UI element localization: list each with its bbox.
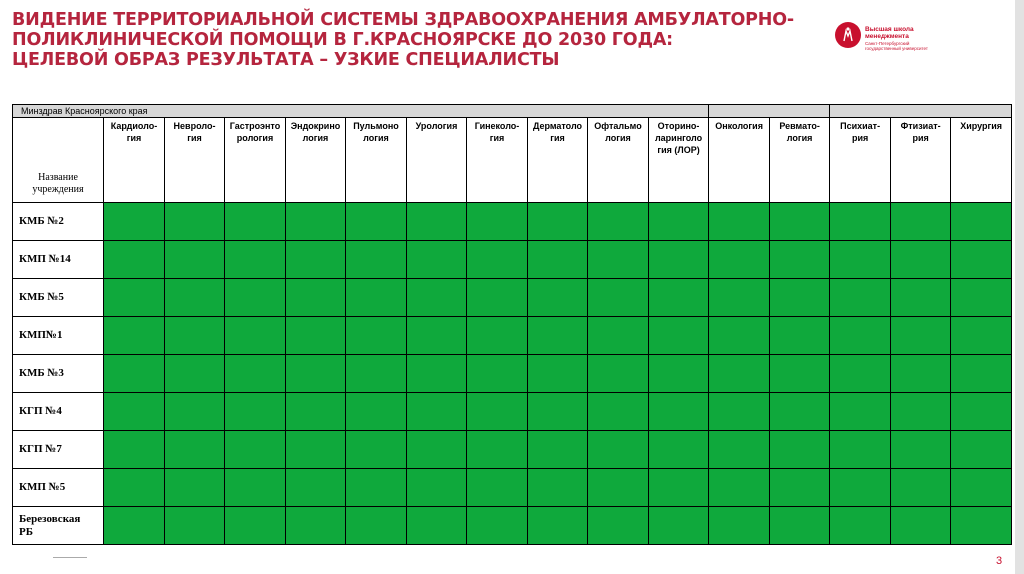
title-line: ЦЕЛЕВОЙ ОБРАЗ РЕЗУЛЬТАТА – УЗКИЕ СПЕЦИАЛИСТЫ (12, 50, 560, 70)
coverage-cell (225, 393, 286, 431)
coverage-cell (891, 469, 951, 507)
coverage-cell (346, 393, 407, 431)
organization-row (13, 105, 1012, 118)
coverage-cell (467, 317, 528, 355)
coverage-cell (528, 507, 588, 545)
institution-row (13, 241, 1012, 279)
specialty-header-cell (225, 118, 286, 203)
coverage-cell (588, 241, 649, 279)
coverage-cell (346, 241, 407, 279)
specialty-label: Ревмато- (779, 121, 820, 131)
coverage-cell (951, 393, 1012, 431)
coverage-cell (770, 393, 830, 431)
coverage-cell (286, 279, 346, 317)
coverage-cell (165, 203, 225, 241)
header-blank-cell (830, 105, 1012, 118)
coverage-cell (891, 507, 951, 545)
coverage-cell (104, 469, 165, 507)
coverage-cell (830, 279, 891, 317)
coverage-cell (407, 279, 467, 317)
coverage-cell (830, 317, 891, 355)
coverage-cell (709, 203, 770, 241)
coverage-cell (528, 203, 588, 241)
institution-name: КМП№1 (19, 329, 63, 341)
specialty-label: гия (ЛОР) (657, 145, 700, 155)
coverage-cell (104, 355, 165, 393)
coverage-cell (407, 203, 467, 241)
institution-name: КМБ №2 (19, 215, 64, 227)
specialty-label: гия (187, 133, 202, 143)
coverage-cell (165, 469, 225, 507)
specialty-label: Дерматоло (532, 121, 583, 131)
coverage-cell (588, 355, 649, 393)
coverage-cell (165, 355, 225, 393)
coverage-cell (225, 431, 286, 469)
coverage-cell (830, 431, 891, 469)
coverage-cell (286, 355, 346, 393)
coverage-cell (830, 507, 891, 545)
coverage-cell (346, 203, 407, 241)
header-blank-cell (709, 105, 830, 118)
organization-cell: Минздрав Красноярского края (13, 105, 709, 118)
coverage-cell (528, 279, 588, 317)
specialty-label: рия (912, 133, 929, 143)
coverage-cell (528, 469, 588, 507)
coverage-cell (286, 507, 346, 545)
coverage-cell (286, 431, 346, 469)
coverage-cell (286, 203, 346, 241)
right-edge-bar (1015, 0, 1024, 574)
coverage-cell (467, 507, 528, 545)
coverage-cell (830, 355, 891, 393)
coverage-cell (649, 355, 709, 393)
coverage-cell (286, 469, 346, 507)
coverage-cell (467, 279, 528, 317)
coverage-cell (588, 507, 649, 545)
specialty-header-cell (588, 118, 649, 203)
coverage-cell (165, 507, 225, 545)
coverage-cell (649, 317, 709, 355)
coverage-cell (104, 279, 165, 317)
institution-row (13, 203, 1012, 241)
specialty-label: рология (236, 133, 274, 143)
institution-name-cell (13, 431, 104, 469)
coverage-cell (225, 203, 286, 241)
coverage-cell (709, 241, 770, 279)
coverage-cell (891, 431, 951, 469)
page-number: 3 (996, 555, 1003, 567)
institution-name: КГП №7 (19, 443, 62, 455)
coverage-cell (528, 241, 588, 279)
institution-name: РБ (19, 525, 33, 538)
coverage-cell (649, 431, 709, 469)
coverage-cell (770, 241, 830, 279)
coverage-cell (346, 507, 407, 545)
coverage-cell (649, 469, 709, 507)
specialty-header-cell (830, 118, 891, 203)
coverage-cell (770, 469, 830, 507)
specialty-label: Психиат- (840, 121, 881, 131)
coverage-cell (165, 317, 225, 355)
specialty-label: Пульмоно (353, 121, 399, 131)
institution-name-cell (13, 355, 104, 393)
coverage-cell (528, 317, 588, 355)
coverage-cell (891, 241, 951, 279)
coverage-cell (225, 279, 286, 317)
coverage-cell (770, 355, 830, 393)
coverage-cell (951, 317, 1012, 355)
specialty-header-cell (104, 118, 165, 203)
specialty-header-cell (770, 118, 830, 203)
institution-row (13, 355, 1012, 393)
coverage-cell (467, 431, 528, 469)
coverage-cell (104, 241, 165, 279)
coverage-cell (346, 469, 407, 507)
specialty-header-cell (649, 118, 709, 203)
institution-row (13, 317, 1012, 355)
coverage-cell (467, 241, 528, 279)
university-logo (835, 22, 975, 56)
coverage-cell (104, 317, 165, 355)
coverage-cell (225, 469, 286, 507)
coverage-cell (407, 431, 467, 469)
coverage-cell (709, 317, 770, 355)
coverage-cell (528, 355, 588, 393)
coverage-cell (709, 469, 770, 507)
institution-name-cell (13, 203, 104, 241)
coverage-cell (709, 393, 770, 431)
coverage-cell (891, 393, 951, 431)
coverage-cell (225, 355, 286, 393)
coverage-cell (588, 393, 649, 431)
specialty-label: Гастроэнто (229, 121, 281, 131)
coverage-cell (407, 241, 467, 279)
coverage-cell (770, 507, 830, 545)
coverage-cell (346, 355, 407, 393)
institution-row (13, 469, 1012, 507)
coverage-cell (649, 203, 709, 241)
institution-name-cell (13, 279, 104, 317)
coverage-cell (649, 241, 709, 279)
coverage-cell (649, 507, 709, 545)
coverage-cell (951, 241, 1012, 279)
coverage-cell (588, 279, 649, 317)
coverage-cell (891, 317, 951, 355)
coverage-cell (951, 355, 1012, 393)
coverage-cell (346, 317, 407, 355)
coverage-cell (588, 317, 649, 355)
specialists-table (12, 104, 1012, 545)
specialty-label: Офтальмо (594, 121, 642, 131)
specialty-header-cell (407, 118, 467, 203)
specialties-row (13, 118, 1012, 203)
coverage-cell (891, 355, 951, 393)
institution-name: КМП №14 (19, 253, 71, 265)
coverage-cell (407, 469, 467, 507)
coverage-cell (951, 507, 1012, 545)
coverage-cell (286, 393, 346, 431)
institution-row (13, 431, 1012, 469)
coverage-cell (467, 469, 528, 507)
institution-name: КГП №4 (19, 405, 62, 417)
coverage-cell (891, 203, 951, 241)
coverage-cell (165, 241, 225, 279)
coverage-cell (709, 355, 770, 393)
coverage-cell (951, 203, 1012, 241)
coverage-cell (104, 393, 165, 431)
institution-name: КМБ №3 (19, 367, 64, 379)
institution-name: КМП №5 (19, 481, 66, 493)
specialty-label: Онкология (715, 121, 763, 131)
coverage-cell (286, 241, 346, 279)
coverage-cell (709, 279, 770, 317)
coverage-cell (830, 203, 891, 241)
specialty-header-cell (528, 118, 588, 203)
coverage-cell (770, 317, 830, 355)
specialty-label: рия (851, 133, 869, 143)
coverage-cell (225, 317, 286, 355)
specialty-label: гия (550, 133, 565, 143)
logo-subtitle: Санкт-Петербургский государственный университет (865, 41, 928, 51)
specialty-header-cell (346, 118, 407, 203)
coverage-cell (104, 203, 165, 241)
institution-row (13, 393, 1012, 431)
specialty-label: Кардиоло- (110, 121, 158, 131)
coverage-cell (346, 279, 407, 317)
coverage-cell (346, 431, 407, 469)
specialty-header-cell (467, 118, 528, 203)
coverage-cell (588, 431, 649, 469)
institution-name: КМБ №5 (19, 291, 64, 303)
coverage-cell (225, 507, 286, 545)
institution-row (13, 507, 1012, 545)
coverage-cell (165, 393, 225, 431)
specialty-label: логия (605, 133, 631, 143)
specialty-label: логия (302, 133, 329, 143)
coverage-cell (104, 431, 165, 469)
coverage-cell (407, 393, 467, 431)
coverage-cell (528, 393, 588, 431)
institution-name-cell (13, 241, 104, 279)
coverage-cell (588, 469, 649, 507)
coverage-cell (165, 431, 225, 469)
coverage-cell (770, 203, 830, 241)
coverage-cell (830, 241, 891, 279)
specialty-header-cell (951, 118, 1012, 203)
specialty-label: Оторино- (657, 121, 700, 131)
title-line: ВИДЕНИЕ ТЕРРИТОРИАЛЬНОЙ СИСТЕМЫ ЗДРАВООХРАНЕНИЯ АМБУЛАТОРНО- (12, 10, 794, 30)
coverage-cell (951, 469, 1012, 507)
institution-name: Березовская (19, 512, 81, 525)
coverage-cell (104, 507, 165, 545)
slide-title (12, 10, 812, 70)
specialty-header-cell (709, 118, 770, 203)
specialty-header-cell (165, 118, 225, 203)
coverage-cell (407, 317, 467, 355)
logo-emblem-icon (835, 22, 861, 48)
specialty-label: Невроло- (173, 121, 216, 131)
institution-row (13, 279, 1012, 317)
coverage-cell (649, 393, 709, 431)
specialty-label: логия (786, 133, 813, 143)
coverage-cell (709, 431, 770, 469)
specialty-label: ларинголо (654, 133, 703, 143)
coverage-cell (165, 279, 225, 317)
specialty-label: гия (489, 133, 505, 143)
coverage-cell (407, 355, 467, 393)
coverage-cell (830, 469, 891, 507)
name-header-cell: Название учреждения (13, 118, 104, 203)
specialty-label: Эндокрино (290, 121, 341, 131)
specialty-header-cell (891, 118, 951, 203)
specialty-label: Фтизиат- (900, 121, 941, 131)
institution-name-cell (13, 469, 104, 507)
specialty-label: Гинеколо- (474, 121, 520, 131)
specialty-label: Урология (415, 121, 458, 131)
coverage-cell (951, 279, 1012, 317)
coverage-cell (830, 393, 891, 431)
institution-name-cell (13, 507, 104, 545)
specialty-label: логия (363, 133, 389, 143)
coverage-cell (467, 393, 528, 431)
coverage-cell (286, 317, 346, 355)
coverage-cell (649, 279, 709, 317)
coverage-cell (709, 507, 770, 545)
coverage-cell (770, 279, 830, 317)
coverage-cell (528, 431, 588, 469)
specialty-label: Хирургия (960, 121, 1003, 131)
logo-title: Высшая школа менеджмента (865, 26, 914, 40)
specialty-header-cell (286, 118, 346, 203)
coverage-cell (467, 355, 528, 393)
coverage-cell (951, 431, 1012, 469)
coverage-cell (588, 203, 649, 241)
coverage-cell (770, 431, 830, 469)
coverage-cell (891, 279, 951, 317)
coverage-cell (467, 203, 528, 241)
specialty-label: гия (126, 133, 142, 143)
title-line: ПОЛИКЛИНИЧЕСКОЙ ПОМОЩИ В Г.КРАСНОЯРСКЕ ДО 2030 ГОДА: (12, 30, 673, 50)
coverage-cell (407, 507, 467, 545)
institution-name-cell (13, 317, 104, 355)
institution-name-cell (13, 393, 104, 431)
coverage-cell (225, 241, 286, 279)
footer-divider (53, 557, 87, 558)
